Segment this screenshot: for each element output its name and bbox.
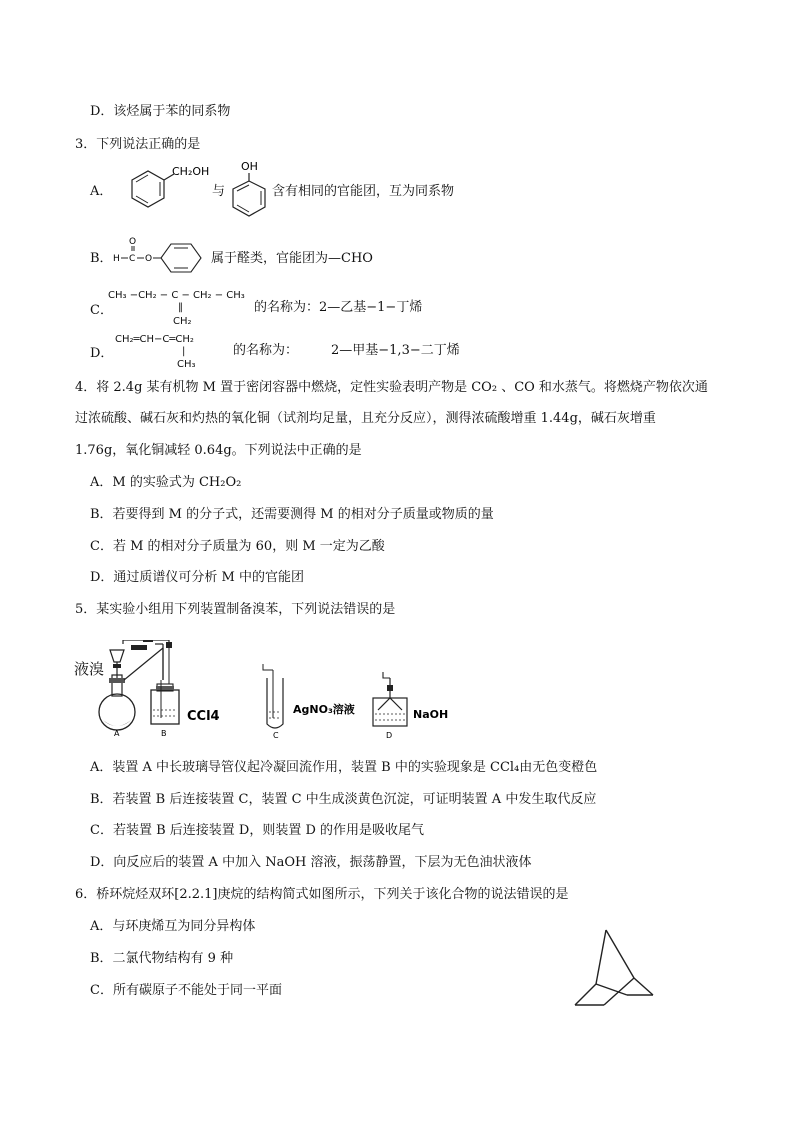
benzyl-alcohol-structure — [110, 160, 210, 220]
ccl4-label: CCl4 — [187, 709, 220, 724]
agno3-label: AgNO₃溶液 — [293, 703, 355, 716]
q3-option-b-label: B． — [90, 251, 113, 266]
q5-stem: 5．某实验小组用下列装置制备溴苯，下列说法错误的是 — [75, 602, 396, 617]
q5-option-c: C．若装置 B 后连接装置 D，则装置 D 的作用是吸收尾气 — [90, 823, 425, 838]
apparatus-d — [373, 672, 407, 740]
q4-option-b: B．若要得到 M 的分子式，还需要测得 M 的相对分子质量或物质的量 — [90, 507, 494, 522]
benzyl-alcohol-group: CH₂OH — [172, 165, 210, 178]
q6-stem: 6．桥环烷烃双环[2.2.1]庚烷的结构简式如图所示，下列关于该化合物的说法错误的是 — [75, 887, 569, 902]
q3-option-a-text: 含有相同的官能团，互为同系物 — [272, 184, 455, 199]
q6-option-a: A．与环庚烯互为同分异构体 — [90, 919, 256, 934]
bromobenzene-apparatus — [95, 640, 475, 740]
q3-option-c-label: C． — [90, 303, 113, 318]
q6-option-b: B．二氯代物结构有 9 种 — [90, 951, 234, 966]
q3-option-d-formula: CH₂═CH−C═CH₂ — [115, 334, 194, 345]
q3-option-a-label: A． — [90, 184, 113, 199]
q3-option-c-text: 的名称为：2—乙基−1−丁烯 — [254, 300, 423, 315]
apparatus-b — [151, 642, 179, 738]
q3-option-a-connector: 与 — [212, 184, 226, 199]
q5-option-b: B．若装置 B 后连接装置 C，装置 C 中生成淡黄色沉淀，可证明装置 A 中发生取代反应 — [90, 792, 597, 807]
phenol-structure — [225, 157, 275, 222]
q3-option-d-substituent: CH₃ — [177, 359, 196, 370]
liquid-bromine-label: 液溴 — [74, 660, 105, 678]
norbornane-structure — [565, 920, 665, 1015]
q4-stem-line2: 过浓硫酸、碱石灰和灼热的氧化铜（试剂均足量，且充分反应），测得浓硫酸增重 1.44g，碱石灰增重 — [75, 411, 656, 426]
q2-option-d: D．该烃属于苯的同系物 — [90, 104, 231, 119]
apparatus-d-label: D — [386, 731, 393, 740]
apparatus-c — [263, 664, 283, 740]
q3-option-d-name: 2—甲基−1,3−二丁烯 — [331, 343, 460, 358]
q3-stem: 3．下列说法正确的是 — [75, 137, 201, 152]
phenol-group: OH — [241, 160, 258, 173]
q5-option-a: A．装置 A 中长玻璃导管仪起冷凝回流作用，装置 B 中的实验现象是 CCl₄由无色变橙色 — [90, 760, 598, 775]
q3-option-c-formula: CH₃ −CH₂ − C − CH₂ − CH₃ — [108, 290, 245, 301]
q3-option-b-text: 属于醛类，官能团为—CHO — [211, 251, 373, 266]
q3-option-d-text: 的名称为： — [233, 343, 299, 358]
q6-option-c: C．所有碳原子不能处于同一平面 — [90, 983, 282, 998]
q4-stem-line1: 4．将 2.4g 某有机物 M 置于密闭容器中燃烧，定性实验表明产物是 CO₂ 、CO 和水蒸气。将燃烧产物依次通 — [75, 380, 708, 395]
q4-stem-line3: 1.76g，氧化铜减轻 0.64g。下列说法中正确的是 — [75, 443, 362, 458]
q3-option-c-substituent: CH₂ — [173, 316, 192, 327]
svg-text:O: O — [145, 254, 153, 264]
apparatus-a-label: A — [114, 729, 120, 738]
naoh-label: NaOH — [413, 708, 449, 721]
q4-option-a: A．M 的实验式为 CH₂O₂ — [90, 475, 242, 490]
svg-text:C: C — [129, 254, 136, 264]
q5-option-d: D．向反应后的装置 A 中加入 NaOH 溶液，振荡静置，下层为无色油状液体 — [90, 855, 532, 870]
svg-text:H: H — [113, 254, 120, 264]
svg-text:O: O — [129, 237, 137, 247]
q4-option-d: D．通过质谱仪可分析 M 中的官能团 — [90, 570, 304, 585]
q3-option-d-bond: | — [182, 346, 186, 357]
apparatus-b-label: B — [161, 729, 167, 738]
q3-option-d-label: D． — [90, 346, 114, 361]
apparatus-c-label: C — [273, 731, 279, 740]
phenyl-formate-structure — [110, 232, 210, 277]
q3-option-c-double-bond: ‖ — [178, 302, 183, 313]
q4-option-c: C．若 M 的相对分子质量为 60，则 M 一定为乙酸 — [90, 539, 385, 554]
